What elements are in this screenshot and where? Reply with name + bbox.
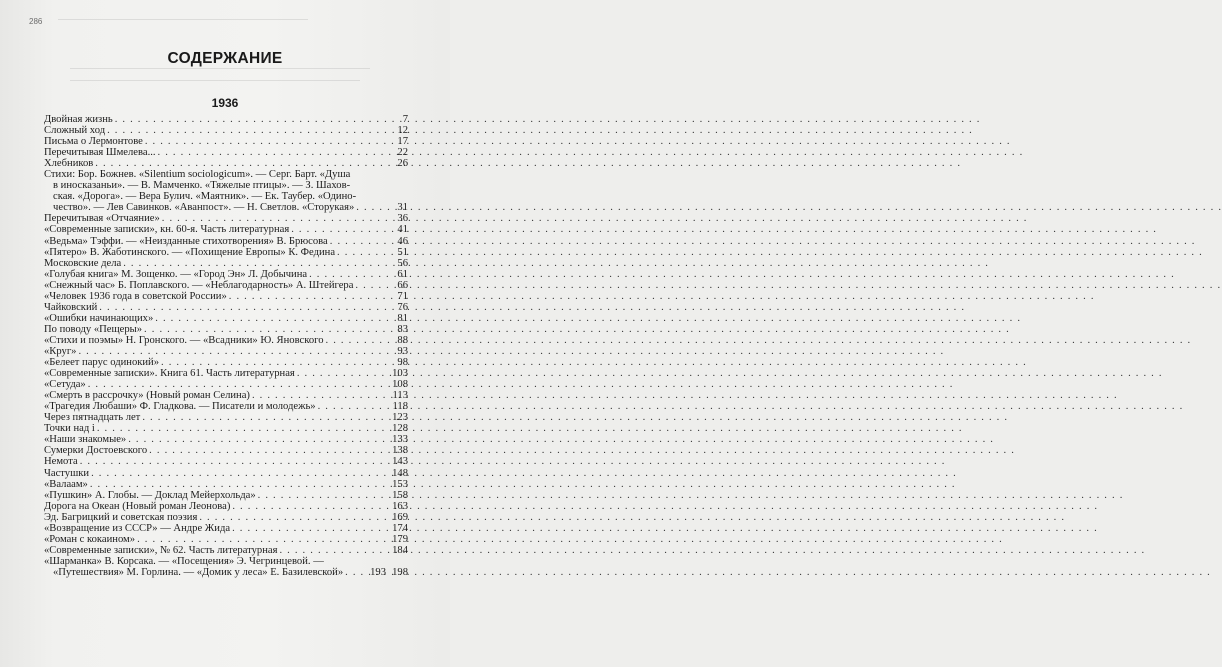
toc-entry-title: Перечитывая Шмелева... <box>44 147 156 159</box>
dot-leader <box>345 567 368 578</box>
toc-entry-title: «Пятеро» В. Жаботинского. — «Похищение Европы» К. Федина <box>44 246 336 258</box>
toc-page-number: 163 <box>392 500 408 512</box>
dot-leader <box>330 236 390 247</box>
dot-leader <box>355 280 390 291</box>
dot-leader <box>232 523 390 534</box>
toc-page-number: 113 <box>392 390 408 402</box>
toc-page-number: 12 <box>397 125 408 137</box>
toc-entry-line <box>44 291 408 302</box>
toc-entry-title: в иносказаньи». — В. Мамченко. «Тяжелые птицы». — З. Шахов- <box>53 180 351 192</box>
dot-leader <box>149 445 390 456</box>
toc-entry-line <box>44 169 408 180</box>
dot-leader <box>91 468 390 479</box>
toc-entry-line <box>44 258 408 269</box>
toc-entry-title: «Современные записки», кн. 60-я. Часть литературная <box>44 224 290 236</box>
dot-leader <box>291 224 390 235</box>
bleed-through-line <box>70 68 370 69</box>
toc-entry-title: «Путешествия» М. Горлина. — «Домик у леса» Е. Базилевской» <box>53 566 344 578</box>
dot-leader <box>229 291 390 302</box>
toc-entry-title: Частушки <box>44 467 90 479</box>
toc-entry-title: ская. «Дорога». — Вера Булич. «Маятник». — Ек. Таубер. «Одино- <box>53 191 357 203</box>
section-year-heading: 1936 <box>211 96 239 110</box>
running-page-number: 286 <box>29 17 43 26</box>
toc-entry-line <box>44 556 408 567</box>
toc-page-number: 158 <box>392 489 408 501</box>
toc-entry-title: Перечитывая «Отчаяние» <box>44 213 160 225</box>
dot-leader <box>158 147 390 158</box>
toc-page-number: 198 <box>392 566 408 578</box>
toc-entry-title: «Круг» <box>44 345 77 357</box>
toc-entry-title: «Человек 1936 года в советской России» <box>44 290 227 302</box>
toc-entry-line <box>44 136 408 147</box>
dot-leader <box>232 501 390 512</box>
toc-entry-title: «Современные записки». Книга 61. Часть литературная <box>44 368 295 380</box>
toc-entry-title: Стихи: Бор. Божнев. «Silentium sociologicum». — Серг. Барт. «Душа <box>44 169 351 181</box>
toc-entry-title: Чайковский <box>44 301 98 313</box>
dot-leader <box>145 136 390 147</box>
toc-page-number: 184 <box>392 544 408 556</box>
toc-page-number: 169 <box>392 511 408 523</box>
toc-entry-line <box>44 567 408 578</box>
toc-entry-line <box>44 501 408 512</box>
toc-entry-title: Точки над i <box>44 423 95 435</box>
dot-leader <box>80 456 390 467</box>
toc-page-number: 179 <box>392 533 408 545</box>
toc-page-number: 128 <box>392 423 408 435</box>
toc-entry-line <box>44 434 408 445</box>
toc-page-number: 81 <box>397 312 408 324</box>
toc-entry-line <box>44 269 408 280</box>
dot-leader <box>258 490 390 501</box>
toc-page-number: 22 <box>397 147 408 159</box>
toc-page-number: 26 <box>397 158 408 170</box>
book-page <box>0 0 450 667</box>
toc-page-number: 138 <box>392 445 408 457</box>
dot-leader <box>356 202 390 213</box>
toc-entry-line <box>44 202 408 213</box>
toc-entry-title: Хлебников <box>44 158 94 170</box>
page-title: СОДЕРЖАНИЕ <box>167 50 283 67</box>
dot-leader <box>161 357 390 368</box>
dot-leader <box>137 534 390 545</box>
toc-page-number: 17 <box>397 136 408 148</box>
toc-entry-line <box>44 479 408 490</box>
toc-page-number: 193 <box>370 566 386 578</box>
dot-leader <box>78 346 390 357</box>
dot-leader <box>199 512 390 523</box>
toc-page-number: 133 <box>392 434 408 446</box>
toc-entry-line <box>44 191 408 202</box>
toc-entry-line <box>44 412 408 423</box>
toc-entry-title: Сложный ход <box>44 125 106 137</box>
toc-entry-title: Через пятнадцать лет <box>44 412 141 424</box>
toc-entry-line <box>44 423 408 434</box>
bleed-through-line <box>58 19 308 20</box>
toc-page-number: 143 <box>392 456 408 468</box>
dot-leader <box>107 125 390 136</box>
toc-page-number: 118 <box>392 401 408 413</box>
toc-entry-title: «Сетуда» <box>44 379 86 391</box>
toc-page-number: 103 <box>392 368 408 380</box>
toc-entry-title: «Пушкин» А. Глобы. — Доклад Мейерхольда» <box>44 489 256 501</box>
toc-entry-title: Сумерки Достоевского <box>44 445 148 457</box>
toc-entry-title: «Шарманка» В. Корсака. — «Посещения» Э. Чегринцевой. — <box>44 555 324 567</box>
toc-entry-title: «Возвращение из СССР» — Андре Жида <box>44 522 231 534</box>
toc-entry-line <box>44 147 408 158</box>
toc-page-number: 51 <box>397 246 408 258</box>
dot-leader <box>309 269 390 280</box>
toc-entry-line <box>44 302 408 313</box>
dot-leader <box>297 368 390 379</box>
toc-page-number: 148 <box>392 467 408 479</box>
toc-entry-title: «Стихи и поэмы» Н. Гронского. — «Всадники» Ю. Яновского <box>44 334 324 346</box>
toc-page-number: 31 <box>397 202 408 214</box>
toc-page-number: 93 <box>397 345 408 357</box>
toc-entry-title: Дорога на Океан (Новый роман Леонова) <box>44 500 231 512</box>
toc-entry-line <box>44 313 408 324</box>
toc-entry-title: «Роман с кокаином» <box>44 533 136 545</box>
toc-entry-title: «Современные записки», № 62. Часть литературная <box>44 544 278 556</box>
toc-page-number: 41 <box>397 224 408 236</box>
toc-entry-title: Немота <box>44 456 78 468</box>
toc-entry-title: Письма о Лермонтове <box>44 136 143 148</box>
dot-leader <box>123 258 390 269</box>
dot-leader <box>115 114 390 125</box>
toc-page-number: 7 <box>402 114 408 125</box>
toc-entry-line <box>44 346 408 357</box>
toc-entry-line <box>44 523 408 534</box>
dot-leader <box>95 158 390 169</box>
toc-entry-title: «Голубая книга» М. Зощенко. — «Город Эн» Л. Добычина <box>44 268 308 280</box>
dot-leader <box>90 479 390 490</box>
toc-entry-line <box>44 368 408 379</box>
dot-leader <box>326 335 391 346</box>
dot-leader <box>162 213 390 224</box>
toc-page-number: 56 <box>397 257 408 269</box>
dot-leader <box>144 324 390 335</box>
toc-entry-line <box>44 445 408 456</box>
table-of-contents <box>44 114 408 578</box>
toc-page-number: 76 <box>397 301 408 313</box>
toc-entry-line <box>44 247 408 258</box>
toc-entry-line <box>44 545 408 556</box>
dot-leader <box>318 401 390 412</box>
toc-page-number: 98 <box>397 357 408 369</box>
bleed-through-line <box>70 80 360 81</box>
toc-page-number: 83 <box>397 323 408 335</box>
toc-entry-title: Двойная жизнь <box>44 114 113 125</box>
toc-entry-line <box>44 456 408 467</box>
toc-entry-line <box>44 512 408 523</box>
dot-leader <box>337 247 390 258</box>
toc-entry-line <box>44 379 408 390</box>
dot-leader <box>88 379 390 390</box>
dot-leader <box>99 302 390 313</box>
toc-entry-line <box>44 280 408 291</box>
dot-leader <box>279 545 390 556</box>
dot-leader <box>97 423 390 434</box>
toc-entry-line <box>44 468 408 479</box>
dot-leader <box>155 313 390 324</box>
toc-entry-line <box>44 335 408 346</box>
toc-entry-title: «Ошибки начинающих» <box>44 312 154 324</box>
toc-entry-title: «Валаам» <box>44 478 88 490</box>
toc-page-number: 153 <box>392 478 408 490</box>
toc-page-number: 66 <box>397 279 408 291</box>
toc-page-number: 36 <box>397 213 408 225</box>
toc-entry-title: Эд. Багрицкий и советская поэзия <box>44 511 198 523</box>
toc-page-number: 174 <box>392 522 408 534</box>
toc-entry-line <box>44 114 408 125</box>
toc-entry-title: чество». — Лев Савинков. «Аванпост». — Н. Светлов. «Сторукая» <box>53 202 355 214</box>
toc-entry-line <box>44 390 408 401</box>
toc-entry-line <box>44 125 408 136</box>
toc-entry-title: Московские дела <box>44 257 122 269</box>
toc-entry-line <box>44 224 408 235</box>
toc-entry-title: «Снежный час» Б. Поплавского. — «Неблагодарность» А. Штейгера <box>44 279 354 291</box>
toc-entry-line <box>44 180 408 191</box>
toc-entry-line <box>44 490 408 501</box>
dot-leader <box>128 434 390 445</box>
toc-entry-title: «Трагедия Любаши» Ф. Гладкова. — Писатели и молодежь» <box>44 401 316 413</box>
toc-page-number: 46 <box>397 235 408 247</box>
toc-page-number: 71 <box>397 290 408 302</box>
toc-entry-line <box>44 158 408 169</box>
dot-leader <box>142 412 390 423</box>
toc-entry-line <box>44 236 408 247</box>
toc-entry-line <box>44 213 408 224</box>
toc-page-number: 88 <box>397 334 408 346</box>
toc-entry-title: «Белеет парус одинокий» <box>44 357 160 369</box>
toc-entry-line <box>44 401 408 412</box>
toc-page-number: 123 <box>392 412 408 424</box>
toc-entry-title: «Наши знакомые» <box>44 434 127 446</box>
toc-page-number: 61 <box>397 268 408 280</box>
toc-entry-title: «Ведьма» Тэффи. — «Неизданные стихотворения» В. Брюсова <box>44 235 328 247</box>
toc-entry-title: «Смерть в рассрочку» (Новый роман Селина) <box>44 390 250 402</box>
dot-leader <box>252 390 390 401</box>
toc-entry-line <box>44 534 408 545</box>
toc-entry-line <box>44 324 408 335</box>
toc-entry-line <box>44 357 408 368</box>
toc-entry-title: По поводу «Пещеры» <box>44 323 143 335</box>
toc-page-number: 108 <box>392 379 408 391</box>
